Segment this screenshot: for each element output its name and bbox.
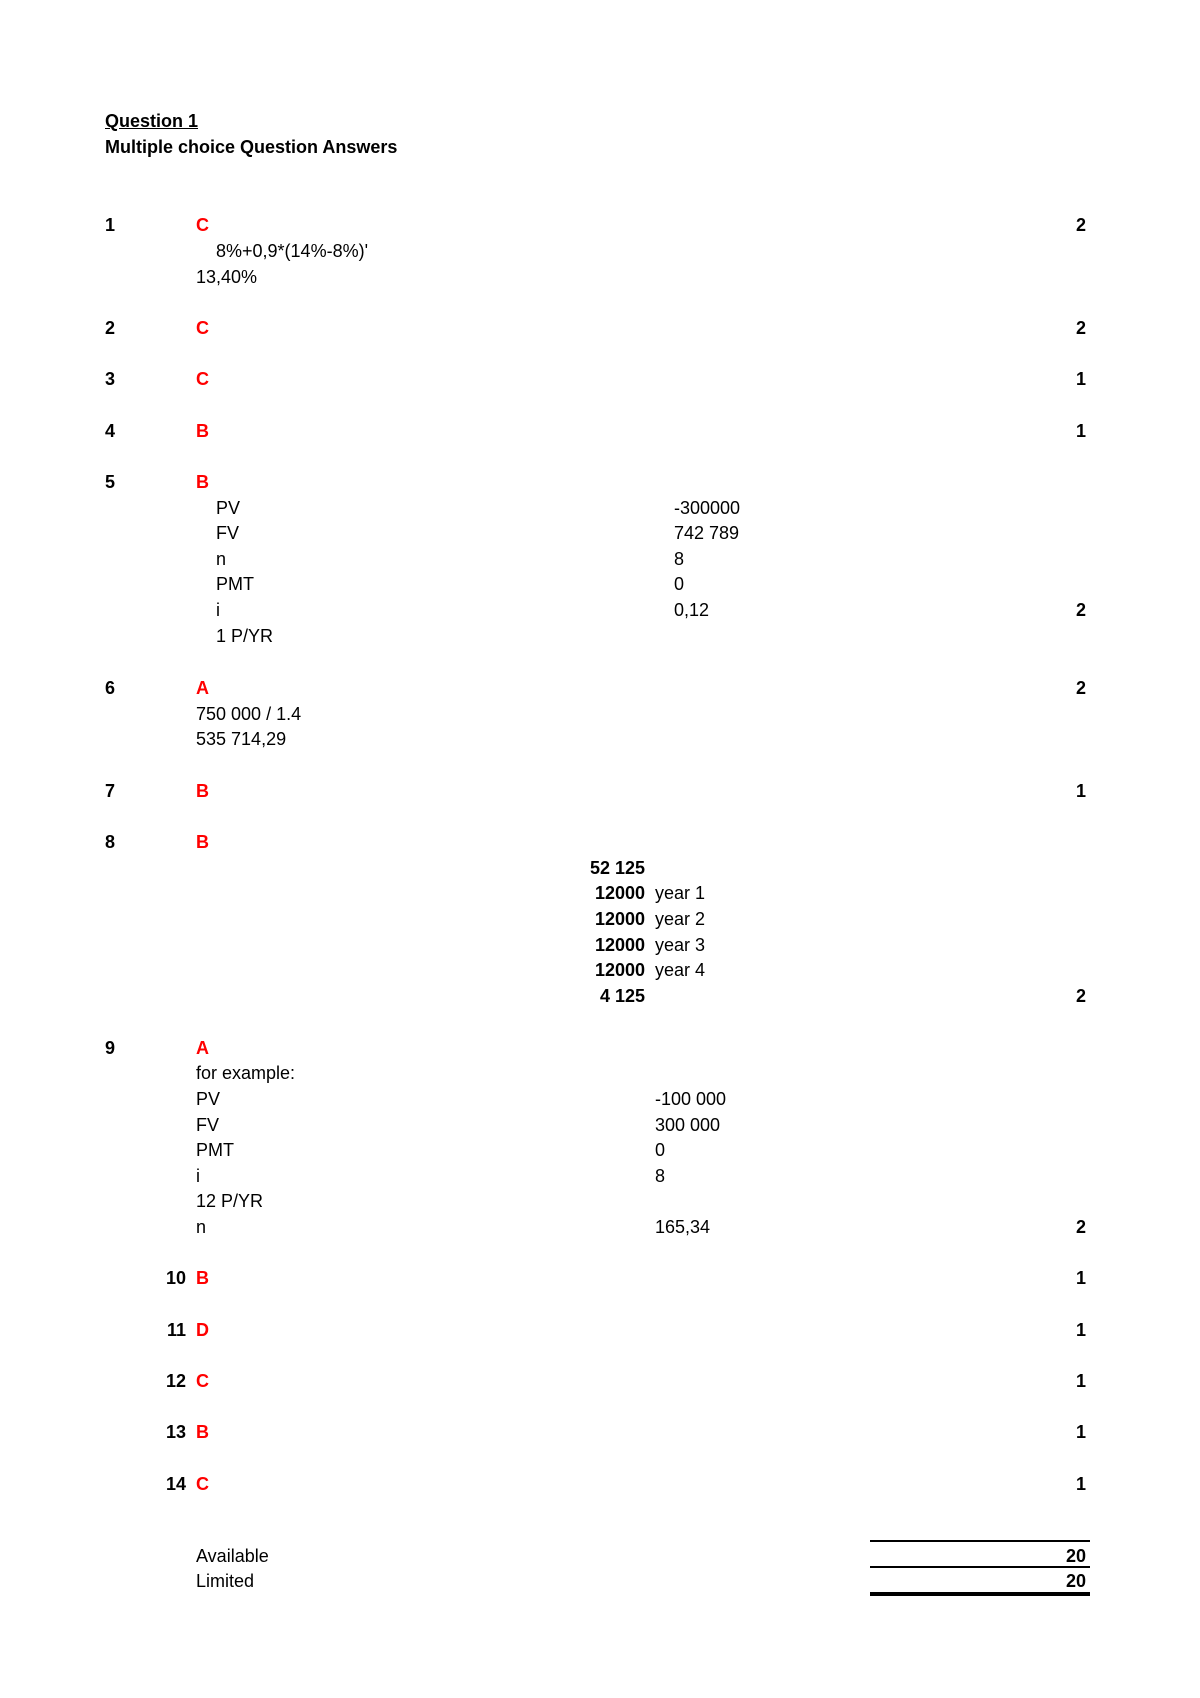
total-rule-top <box>870 1540 1090 1542</box>
answer-letter: B <box>196 832 209 852</box>
mark-value: 2 <box>1075 318 1086 338</box>
available-label: Available <box>196 1546 269 1566</box>
answer-letter: A <box>196 1038 209 1058</box>
mark-value: 2 <box>1075 1217 1086 1237</box>
calc-label: 12 P/YR <box>196 1191 264 1211</box>
mark-value: 2 <box>1075 986 1086 1006</box>
answer-letter: C <box>196 1371 209 1391</box>
calc-value: 8 <box>674 549 685 569</box>
answer-letter: C <box>196 215 209 235</box>
calc-intro: for example: <box>196 1063 296 1083</box>
answer-letter: C <box>196 318 209 338</box>
question-number: 3 <box>105 369 116 389</box>
working-line: 8%+0,9*(14%-8%)' <box>216 241 369 261</box>
page-subtitle: Multiple choice Question Answers <box>105 137 398 157</box>
calc-label: n <box>216 549 227 569</box>
calc-label: n <box>196 1217 207 1237</box>
working-line: 750 000 / 1.4 <box>196 704 302 724</box>
limited-label: Limited <box>196 1571 255 1591</box>
calc-label: PMT <box>196 1140 234 1160</box>
calc-value: 12000 <box>594 960 645 980</box>
question-number: 13 <box>165 1422 186 1442</box>
calc-label: i <box>216 600 220 620</box>
calc-label: FV <box>196 1115 220 1135</box>
question-number: 2 <box>105 318 116 338</box>
question-number: 14 <box>165 1474 186 1494</box>
question-number: 1 <box>105 215 116 235</box>
calc-total: 52 125 <box>589 858 645 878</box>
question-number: 9 <box>105 1038 116 1058</box>
question-number: 7 <box>105 781 116 801</box>
calc-value: 300 000 <box>655 1115 721 1135</box>
question-number: 4 <box>105 421 116 441</box>
question-number: 6 <box>105 678 116 698</box>
answer-letter: A <box>196 678 209 698</box>
answer-letter: B <box>196 421 209 441</box>
working-result: 535 714,29 <box>196 729 287 749</box>
calc-label: PV <box>196 1089 221 1109</box>
mark-value: 1 <box>1075 781 1086 801</box>
calc-label: year 1 <box>655 883 706 903</box>
mark-value: 1 <box>1075 1320 1086 1340</box>
mark-value: 1 <box>1075 1268 1086 1288</box>
calc-value: -300000 <box>674 498 741 518</box>
calc-remainder: 4 125 <box>599 986 645 1006</box>
answer-letter: D <box>196 1320 209 1340</box>
calc-label: FV <box>216 523 240 543</box>
answer-letter: B <box>196 781 209 801</box>
limited-value: 20 <box>1065 1571 1086 1591</box>
calc-value: 0 <box>674 574 685 594</box>
answer-letter: B <box>196 1422 209 1442</box>
question-number: 11 <box>166 1320 186 1340</box>
calc-value: 0 <box>655 1140 666 1160</box>
calc-value: 0,12 <box>674 600 710 620</box>
available-value: 20 <box>1065 1546 1086 1566</box>
total-rule-middle <box>870 1566 1090 1568</box>
calc-label: PMT <box>216 574 254 594</box>
answer-letter: C <box>196 369 209 389</box>
answer-letter: C <box>196 1474 209 1494</box>
calc-label: year 4 <box>655 960 706 980</box>
calc-value: -100 000 <box>655 1089 727 1109</box>
working-result: 13,40% <box>196 267 258 287</box>
question-number: 10 <box>165 1268 186 1288</box>
page-title: Question 1 <box>105 111 199 131</box>
calc-label: year 3 <box>655 935 706 955</box>
mark-value: 1 <box>1075 1474 1086 1494</box>
mark-value: 2 <box>1075 215 1086 235</box>
mark-value: 2 <box>1075 600 1086 620</box>
answer-letter: B <box>196 1268 209 1288</box>
question-number: 5 <box>105 472 116 492</box>
calc-label: 1 P/YR <box>216 626 274 646</box>
calc-value: 12000 <box>594 935 645 955</box>
mark-value: 1 <box>1075 369 1086 389</box>
calc-value: 12000 <box>594 909 645 929</box>
calc-value: 742 789 <box>674 523 740 543</box>
mark-value: 1 <box>1075 1422 1086 1442</box>
calc-value: 12000 <box>594 883 645 903</box>
calc-value: 8 <box>655 1166 666 1186</box>
calc-label: i <box>196 1166 200 1186</box>
calc-label: PV <box>216 498 241 518</box>
mark-value: 1 <box>1075 1371 1086 1391</box>
question-number: 8 <box>105 832 116 852</box>
answer-letter: B <box>196 472 209 492</box>
question-number: 12 <box>165 1371 186 1391</box>
total-rule-double <box>870 1592 1090 1596</box>
calc-value: 165,34 <box>655 1217 711 1237</box>
mark-value: 2 <box>1075 678 1086 698</box>
mark-value: 1 <box>1075 421 1086 441</box>
calc-label: year 2 <box>655 909 706 929</box>
